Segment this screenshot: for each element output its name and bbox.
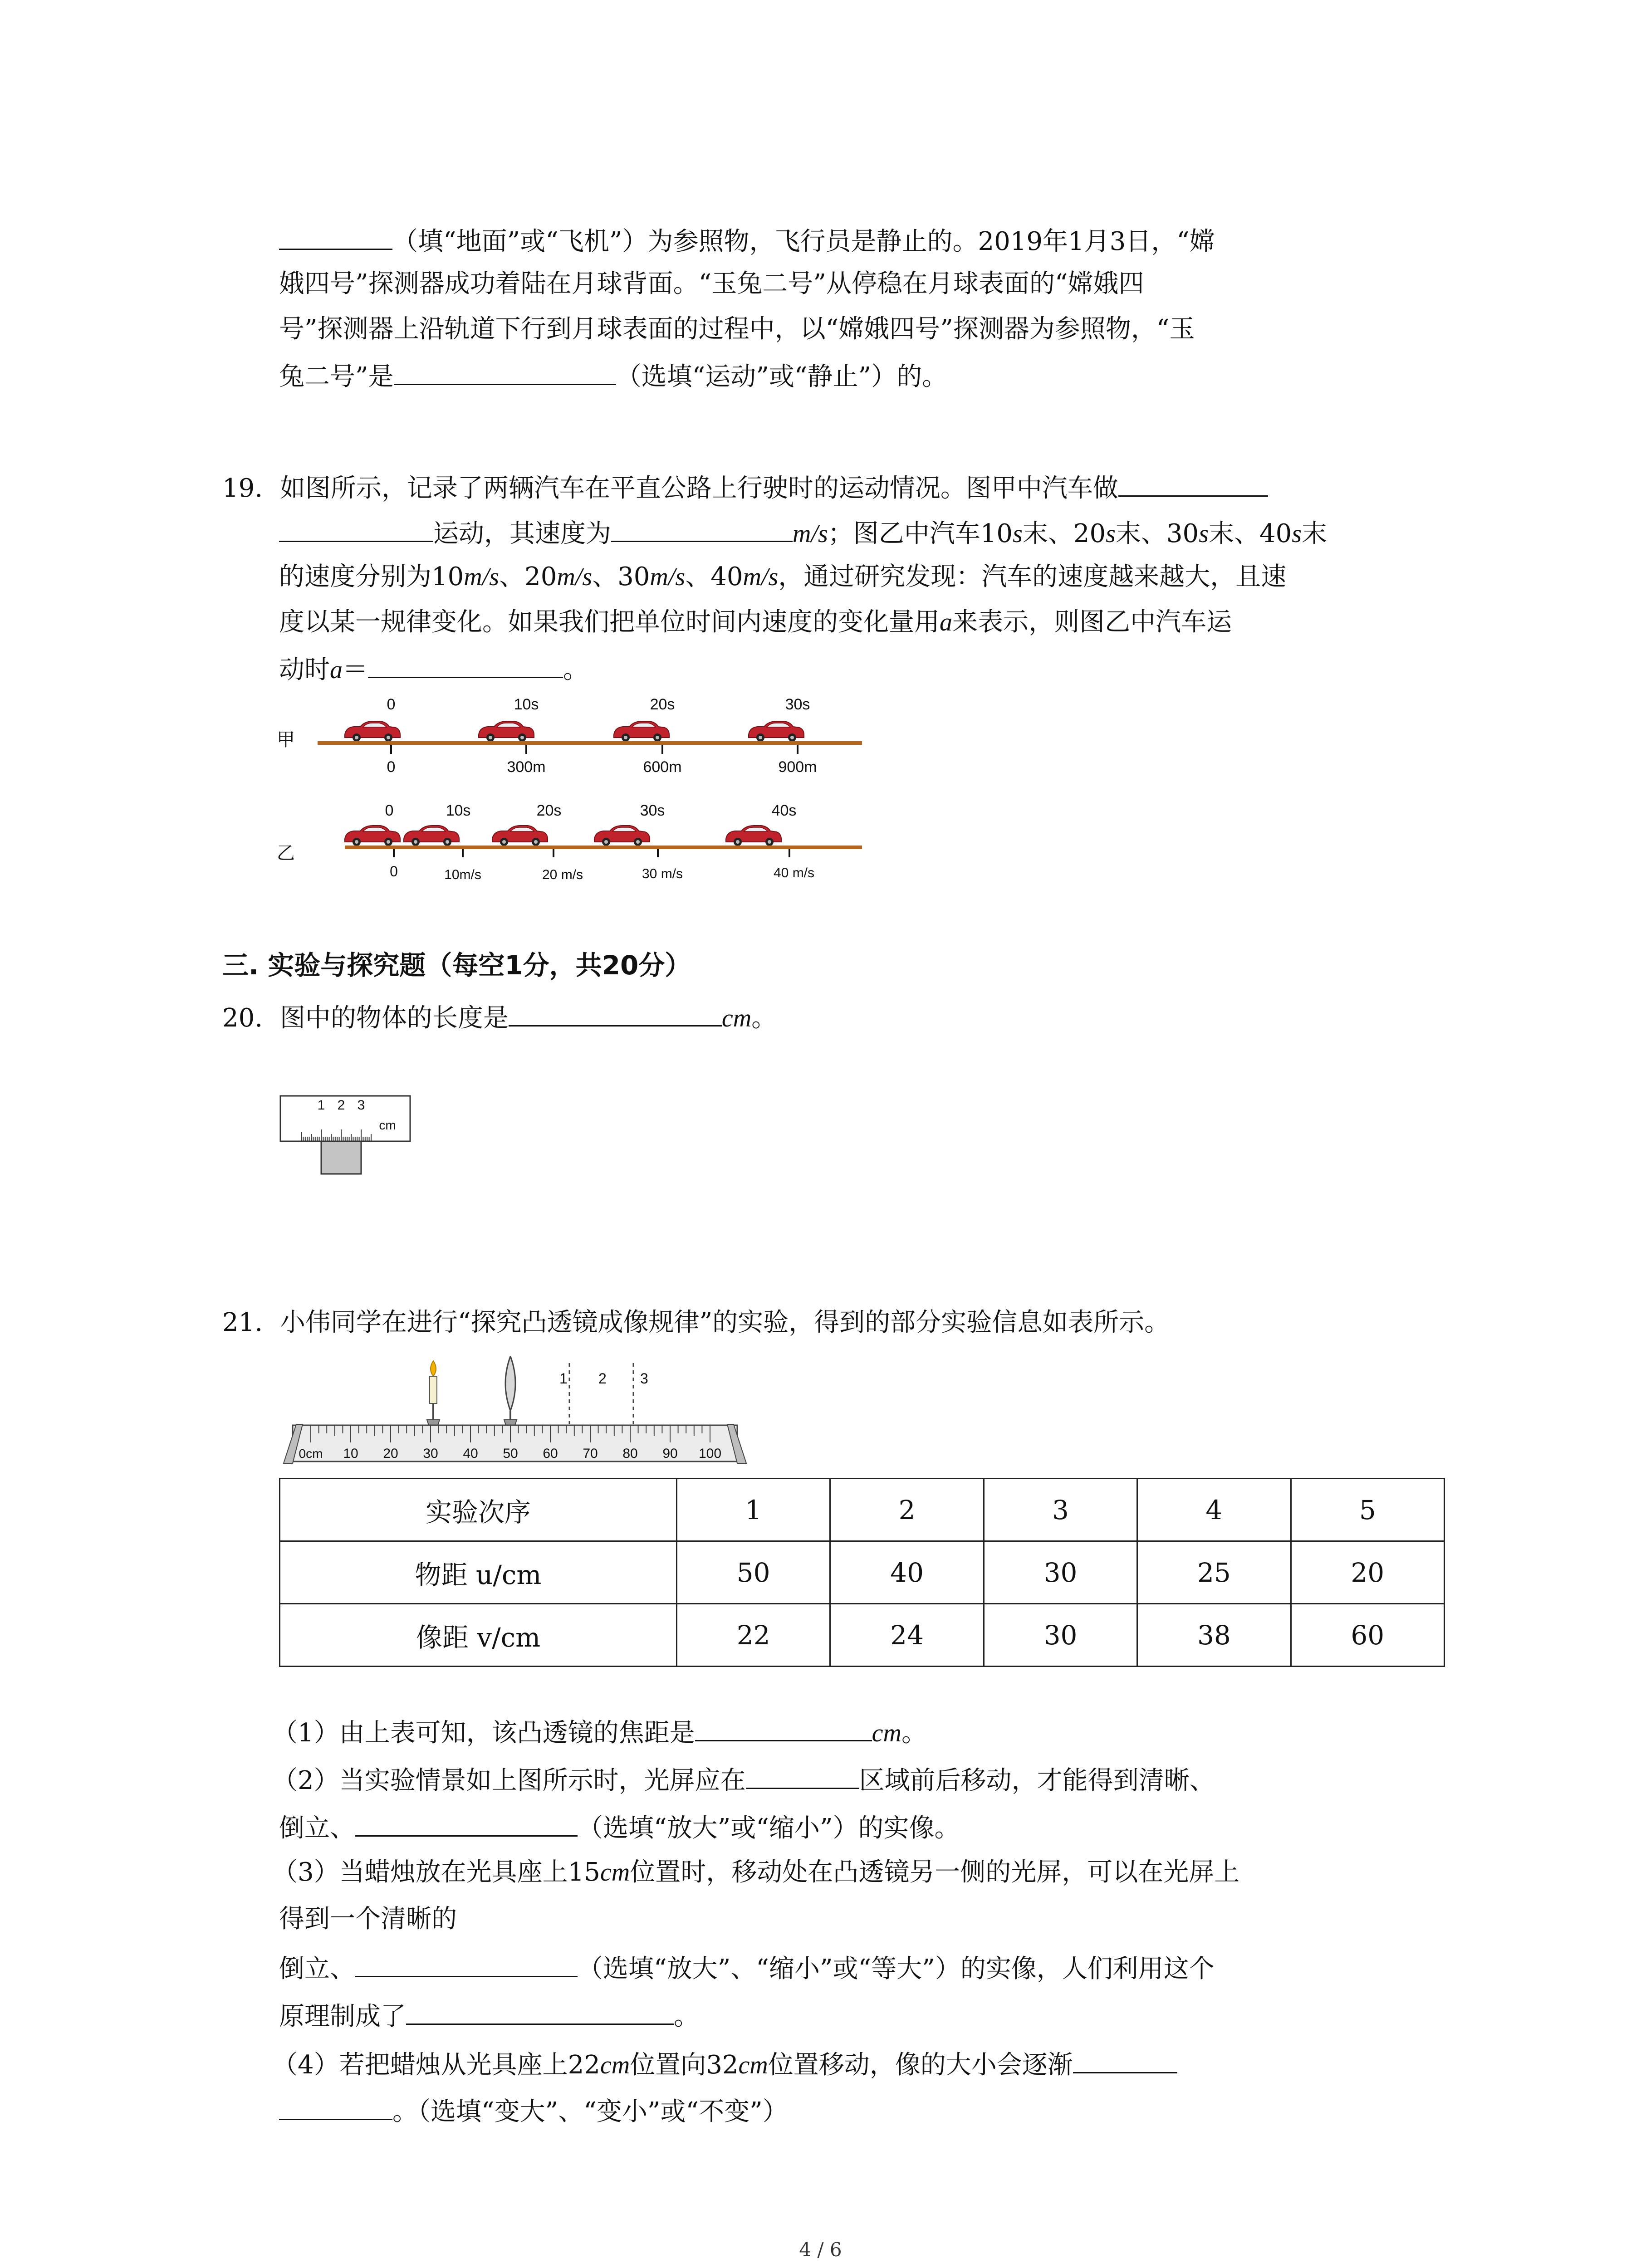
scale-20: 20 xyxy=(383,1446,398,1461)
q18-line-2: 娥四号”探测器成功着陆在月球背面。“玉兔二号”从停稳在月球表面的“嫦娥四 xyxy=(279,269,1144,298)
yi-time-10s: 10s xyxy=(446,802,471,819)
yi-speed-30: 30 m/s xyxy=(642,866,683,881)
q21-part-4-line-1: （4）若把蜡烛从光具座上22cm位置向32cm位置移动，像的大小会逐渐 xyxy=(272,2047,1177,2082)
q18-line-3: 号”探测器上沿轨道下行到月球表面的过程中，以“嫦娥四号”探测器为参照物，“玉 xyxy=(279,314,1195,344)
scale-100: 100 xyxy=(698,1446,722,1461)
answer-blank[interactable] xyxy=(1073,2047,1177,2073)
q18-line-4: 兔二号”是 （选填“运动”或“静止”）的。 xyxy=(279,358,947,393)
yi-speed-10: 10m/s xyxy=(444,867,481,882)
convex-lens xyxy=(505,1356,515,1411)
region-3: 3 xyxy=(640,1370,648,1387)
q18-line-1: （填“地面”或“飞机”）为参照物，飞行员是静止的。2019年1月3日，“嫦 xyxy=(279,223,1215,258)
answer-blank[interactable] xyxy=(279,515,433,542)
yi-speed-40: 40 m/s xyxy=(773,865,815,880)
image-distance-1: 22 xyxy=(677,1604,830,1667)
answer-blank[interactable] xyxy=(695,1715,872,1741)
object-distance-5: 20 xyxy=(1291,1541,1444,1604)
q21-part-3-line-2: 得到一个清晰的 xyxy=(279,1904,457,1934)
jia-car-1 xyxy=(479,721,534,742)
answer-blank[interactable] xyxy=(279,223,392,250)
yi-car-3 xyxy=(594,826,650,846)
jia-time-20s: 20s xyxy=(650,696,675,713)
scale-30: 30 xyxy=(423,1446,438,1461)
scale-70: 70 xyxy=(583,1446,598,1461)
jia-distance-300m: 300m xyxy=(507,758,546,776)
ruler-unit: cm xyxy=(379,1118,396,1132)
page-number: 4 / 6 xyxy=(799,2239,842,2261)
object-distance-4: 25 xyxy=(1137,1541,1291,1604)
q19-line-1: 19. 如图所示，记录了两辆汽车在平直公路上行驶时的运动情况。图甲中汽车做 xyxy=(222,470,1268,505)
q21-part-1: （1）由上表可知，该凸透镜的焦距是 cm。 xyxy=(272,1715,927,1750)
yi-time-30s: 30s xyxy=(640,802,665,819)
cars-motion-figure xyxy=(272,689,871,894)
row-label-trial: 实验次序 xyxy=(280,1479,677,1541)
yi-car-2 xyxy=(492,826,548,846)
jia-car-0 xyxy=(345,721,400,742)
jia-distance-0: 0 xyxy=(387,758,396,776)
q21-part-2-line-2: 倒立、 （选填“放大”或“缩小”）的实像。 xyxy=(279,1810,960,1845)
ruler-figure xyxy=(278,1093,414,1188)
answer-blank[interactable] xyxy=(394,358,616,385)
yi-speed-0: 0 xyxy=(390,863,398,880)
answer-blank[interactable] xyxy=(1118,470,1268,497)
q21-part-4-line-2: 。（选填“变大”、“变小”或“不变”） xyxy=(279,2093,788,2128)
ruler-tick-2: 2 xyxy=(337,1098,345,1113)
q19-line-4: 度以某一规律变化。如果我们把单位时间内速度的变化量用a来表示，则图乙中汽车运 xyxy=(279,607,1232,637)
scale-80: 80 xyxy=(622,1446,638,1461)
yi-time-20s: 20s xyxy=(536,802,562,819)
answer-blank[interactable] xyxy=(746,1762,859,1789)
yi-label: 乙 xyxy=(277,843,295,864)
yi-road xyxy=(345,846,862,849)
image-distance-5: 60 xyxy=(1291,1604,1444,1667)
answer-blank[interactable] xyxy=(279,2093,392,2120)
section-heading: 三. 实验与探究题（每空1分，共20分） xyxy=(222,950,691,981)
q21-part-3-line-3: 倒立、 （选填“放大”、“缩小”或“等大”）的实像，人们利用这个 xyxy=(279,1950,1215,1985)
trial-3: 3 xyxy=(984,1479,1137,1541)
row-label-image-distance: 像距 v/cm xyxy=(280,1604,677,1667)
trial-4: 4 xyxy=(1137,1479,1291,1541)
candle xyxy=(430,1376,437,1403)
q20-line: 20. 图中的物体的长度是 cm。 xyxy=(222,1000,777,1035)
image-distance-3: 30 xyxy=(984,1604,1137,1667)
trial-5: 5 xyxy=(1291,1479,1444,1541)
q21-part-2-line-1: （2）当实验情景如上图所示时，光屏应在 区域前后移动，才能得到清晰、 xyxy=(272,1762,1215,1797)
ruler-tick-1: 1 xyxy=(317,1098,325,1113)
jia-time-10s: 10s xyxy=(514,696,539,713)
yi-car-0 xyxy=(345,826,400,846)
q19-line-5: 动时a＝ 。 xyxy=(279,651,588,686)
scale-90: 90 xyxy=(662,1446,678,1461)
scale-10: 10 xyxy=(343,1446,358,1461)
yi-speed-20: 20 m/s xyxy=(542,867,583,882)
region-1: 1 xyxy=(559,1370,568,1387)
row-label-object-distance: 物距 u/cm xyxy=(280,1541,677,1604)
scale-60: 60 xyxy=(543,1446,558,1461)
trial-2: 2 xyxy=(830,1479,984,1541)
object-distance-1: 50 xyxy=(677,1541,830,1604)
jia-road xyxy=(318,741,862,745)
scale-50: 50 xyxy=(503,1446,518,1461)
region-2: 2 xyxy=(598,1370,607,1387)
answer-blank[interactable] xyxy=(355,1950,578,1977)
ruler-tick-3: 3 xyxy=(357,1098,365,1113)
jia-time-30s: 30s xyxy=(785,696,810,713)
optical-bench-figure xyxy=(279,1356,760,1470)
q21-part-3-line-1: （3）当蜡烛放在光具座上15cm位置时，移动处在凸透镜另一侧的光屏，可以在光屏上 xyxy=(272,1857,1240,1887)
answer-blank[interactable] xyxy=(406,1998,674,2025)
answer-blank[interactable] xyxy=(509,1000,722,1026)
table-row xyxy=(280,1604,1445,1667)
answer-blank[interactable] xyxy=(611,515,793,542)
yi-time-0: 0 xyxy=(385,802,394,819)
jia-time-0: 0 xyxy=(387,696,396,713)
question-number: 19. xyxy=(222,474,263,503)
image-distance-4: 38 xyxy=(1137,1604,1291,1667)
jia-car-2 xyxy=(614,721,669,742)
object-distance-2: 40 xyxy=(830,1541,984,1604)
scale-40: 40 xyxy=(463,1446,478,1461)
yi-time-40s: 40s xyxy=(771,802,797,819)
answer-blank[interactable] xyxy=(355,1810,578,1837)
trial-1: 1 xyxy=(677,1479,830,1541)
jia-car-3 xyxy=(749,721,804,742)
yi-car-1 xyxy=(404,826,459,846)
yi-car-4 xyxy=(726,826,781,846)
jia-label: 甲 xyxy=(277,729,295,750)
jia-distance-900m: 900m xyxy=(778,758,817,776)
q19-line-2: 运动，其速度为 m/s；图乙中汽车10s末、20s末、30s末、40s末 xyxy=(279,515,1327,550)
table-row xyxy=(280,1541,1445,1604)
q21-intro: 21. 小伟同学在进行“探究凸透镜成像规律”的实验，得到的部分实验信息如表所示。 xyxy=(222,1308,1170,1337)
scale-0cm: 0cm xyxy=(299,1447,323,1461)
answer-blank[interactable] xyxy=(368,651,563,678)
table-row xyxy=(280,1479,1445,1541)
question-number: 20. xyxy=(222,1003,263,1033)
q19-line-3: 的速度分别为10m/s、20m/s、30m/s、40m/s，通过研究发现：汽车的速度越来越大，且速 xyxy=(279,562,1287,591)
question-number: 21. xyxy=(222,1308,263,1337)
experiment-table xyxy=(279,1478,1445,1667)
candle-flame xyxy=(431,1361,436,1376)
object-distance-3: 30 xyxy=(984,1541,1137,1604)
q21-part-3-line-4: 原理制成了 。 xyxy=(279,1998,699,2033)
image-distance-2: 24 xyxy=(830,1604,984,1667)
jia-distance-600m: 600m xyxy=(643,758,682,776)
